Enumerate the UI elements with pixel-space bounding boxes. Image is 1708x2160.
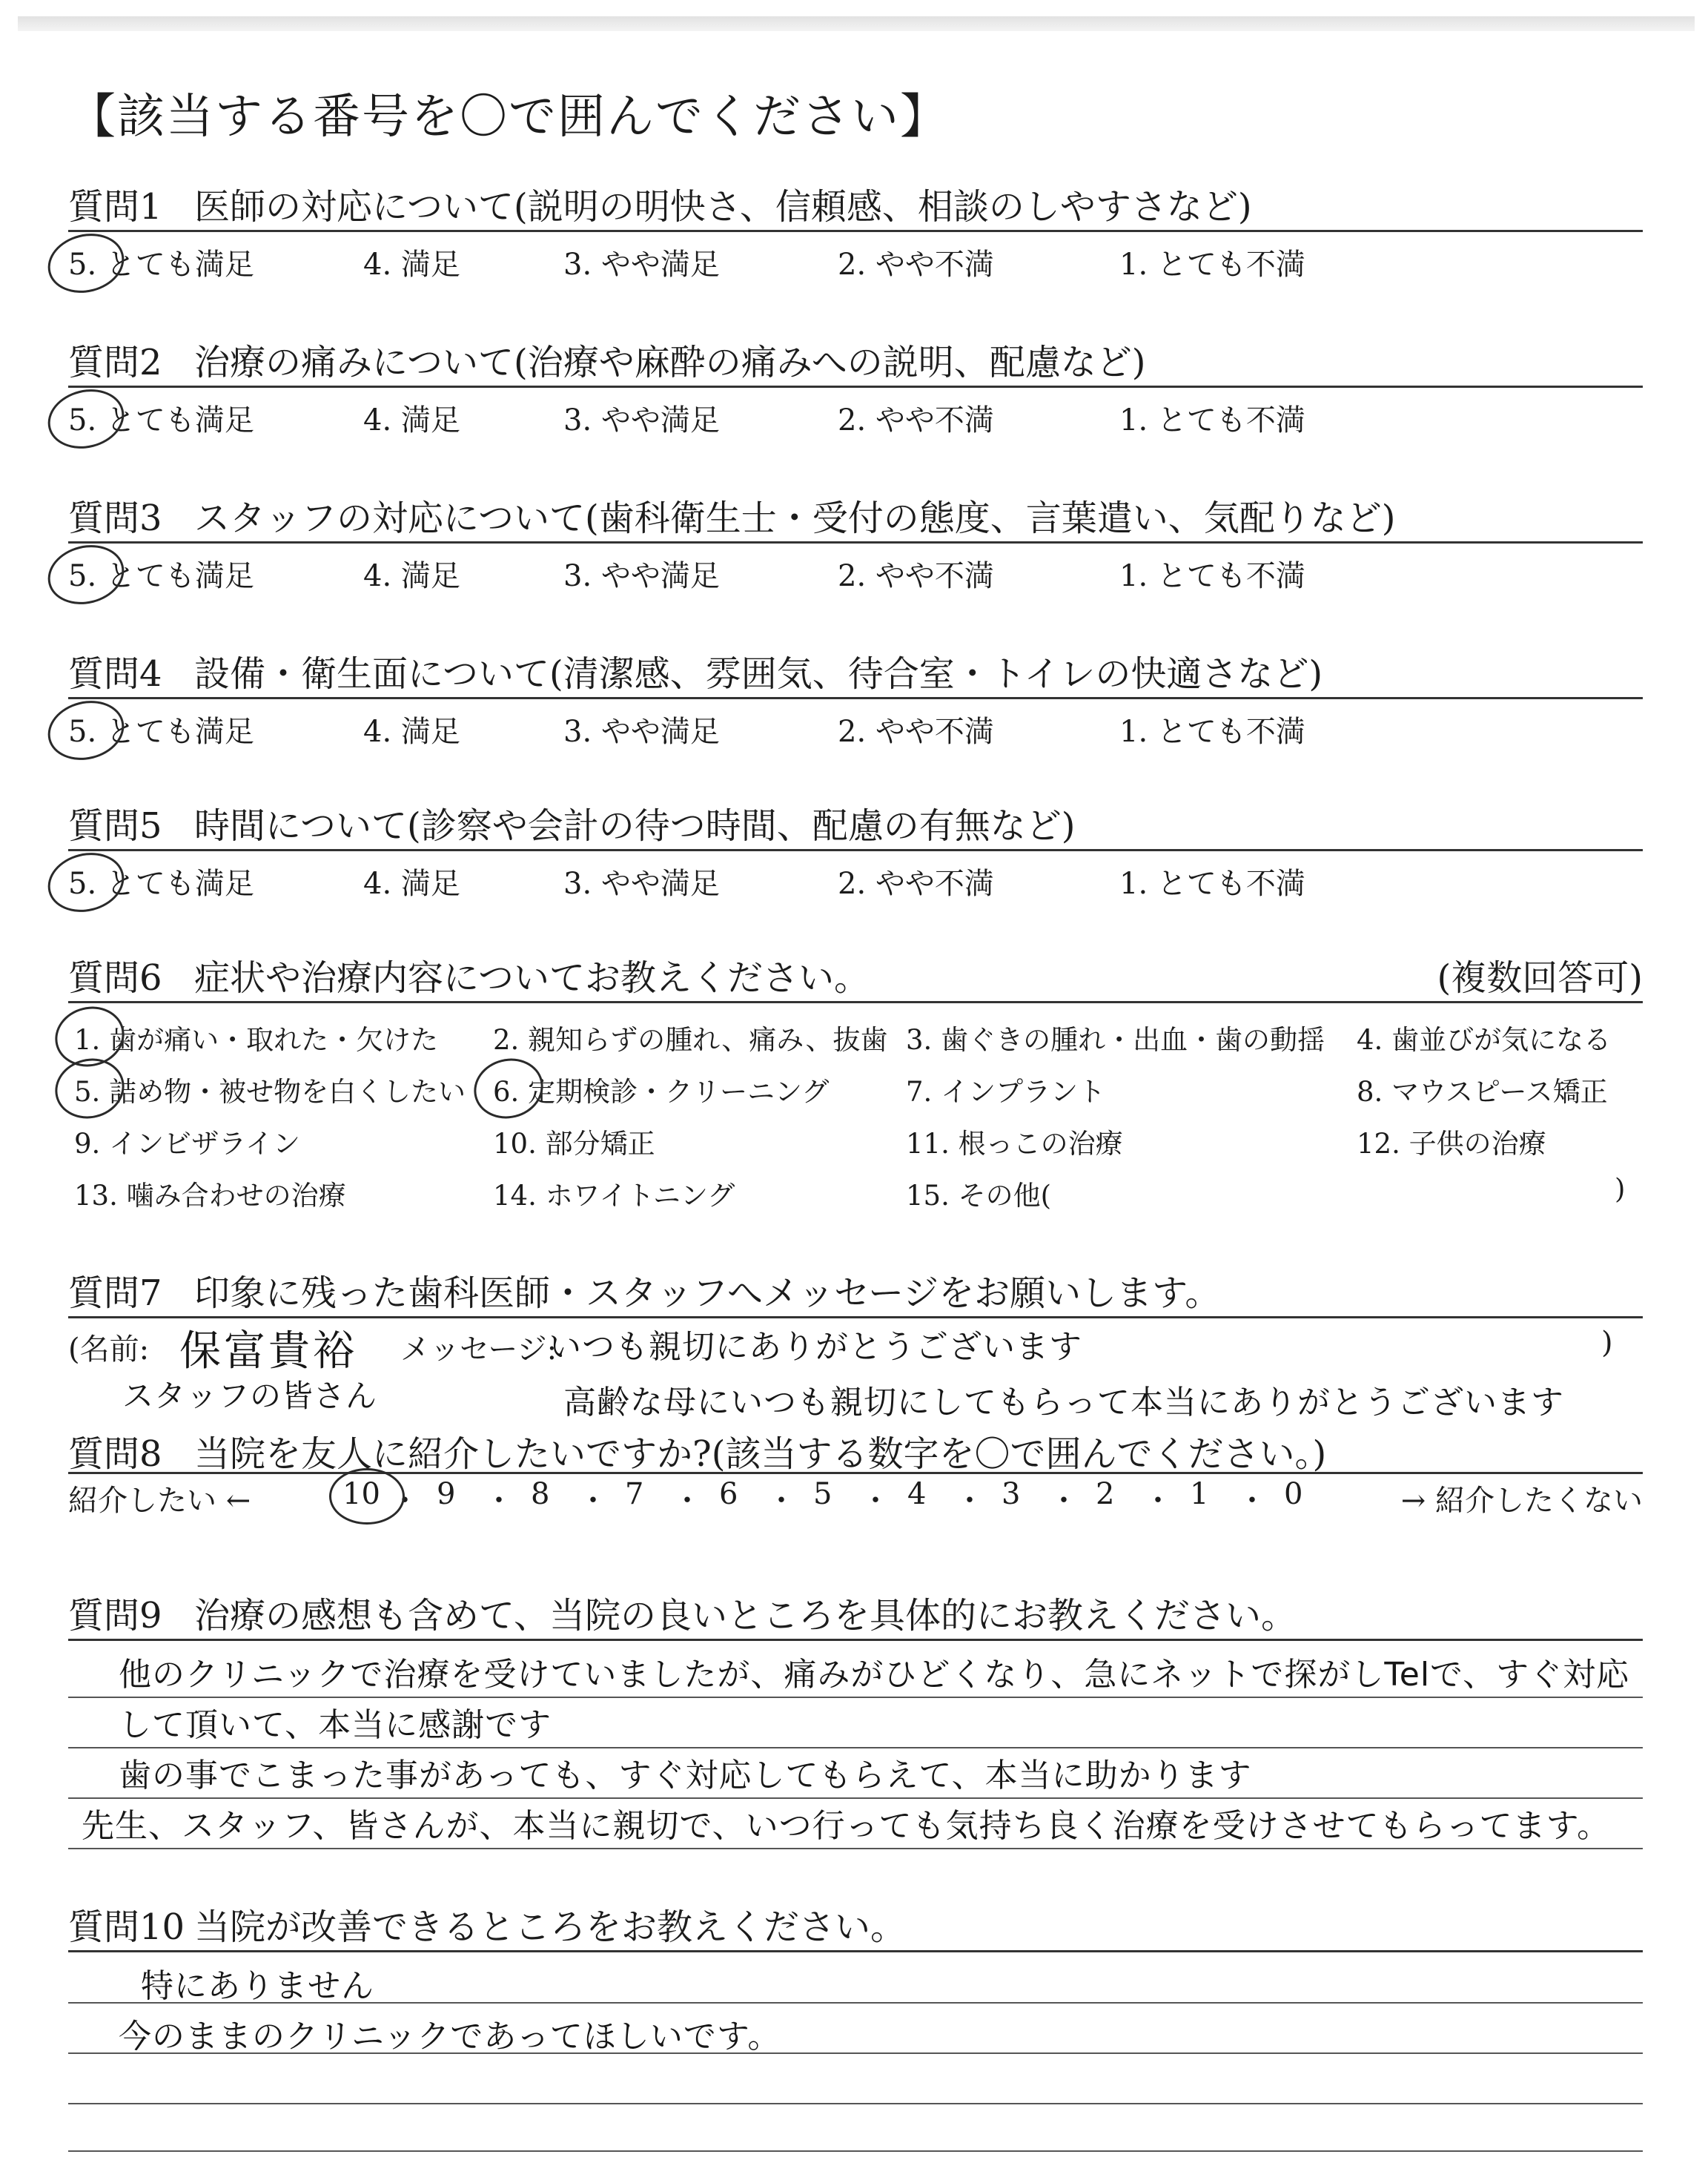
q9-rule <box>68 1639 1643 1641</box>
q2-option-1: 1. とても不満 <box>1119 403 1305 437</box>
q5-option-5: 5. とても満足 <box>68 867 254 901</box>
q3-option-5: 5. とても満足 <box>68 559 254 593</box>
q6-option-11: 11. 根っこの治療 <box>906 1128 1123 1160</box>
q6-rule <box>68 1001 1643 1003</box>
q9-heading <box>68 1587 1297 1638</box>
q8-scale-2: 2 <box>1096 1477 1115 1511</box>
q6-option-3: 3. 歯ぐきの腫れ・出血・歯の動揺 <box>906 1024 1325 1056</box>
q3-option-1: 1. とても不満 <box>1119 559 1305 593</box>
q4-option-1: 1. とても不満 <box>1119 715 1305 749</box>
q8-scale-3: 3 <box>1002 1477 1021 1511</box>
q7-recipient-handwritten: スタッフの皆さん <box>122 1378 378 1414</box>
q10-writing-line <box>68 2052 1643 2054</box>
q8-rule <box>68 1472 1643 1474</box>
q8-scale-separator: ・ <box>390 1484 420 1518</box>
q9-answer-line-1: 他のクリニックで治療を受けていましたが、痛みがひどくなり、急にネットで探がしTelで、すぐ対応 <box>119 1656 1630 1694</box>
q10-answer-line-1: 特にありません <box>141 1967 374 2005</box>
q8-text: 当院を友人に紹介したいですか?(該当する数字を〇で囲んでください。) <box>194 1433 1327 1475</box>
q8-scale-0: 0 <box>1284 1477 1303 1511</box>
q4-rule <box>68 697 1643 699</box>
q8-number: 質問8 <box>68 1433 162 1475</box>
q7-name-handwritten: 保富貴裕 <box>179 1327 357 1375</box>
q6-option-4: 4. 歯並びが気になる <box>1357 1024 1612 1056</box>
q1-option-5: 5. とても満足 <box>68 248 254 282</box>
q1-option-4: 4. 満足 <box>363 248 460 282</box>
q9-answer-line-4: 先生、スタッフ、皆さんが、本当に親切で、いつ行っても気持ち良く治療を受けさせてもらってます。 <box>82 1807 1611 1845</box>
q2-option-2: 2. やや不満 <box>838 403 994 437</box>
q6-text: 症状や治療内容についてお教えください。 <box>194 957 870 999</box>
q6-option-12: 12. 子供の治療 <box>1357 1128 1546 1160</box>
q1-heading <box>68 178 1252 229</box>
q2-rule <box>68 386 1643 388</box>
q9-writing-line <box>68 1848 1643 1849</box>
q9-number: 質問9 <box>68 1595 162 1636</box>
q5-option-4: 4. 満足 <box>363 867 460 901</box>
q6-option-9: 9. インビザライン <box>74 1128 300 1160</box>
q8-scale-7: 7 <box>625 1477 644 1511</box>
q7-close-paren: ) <box>1601 1326 1613 1360</box>
q2-text: 治療の痛みについて(治療や麻酔の痛みへの説明、配慮など) <box>194 342 1146 383</box>
q1-text: 医師の対応について(説明の明快さ、信頼感、相談のしやすさなど) <box>194 186 1252 228</box>
q6-option-5: 5. 詰め物・被せ物を白くしたい <box>74 1076 466 1108</box>
q8-right-label: → 紹介したくない <box>1400 1484 1643 1518</box>
q8-scale-5: 5 <box>813 1477 833 1511</box>
q10-heading <box>68 1898 906 1949</box>
q7-number: 質問7 <box>68 1272 162 1314</box>
q1-rule <box>68 230 1643 232</box>
q5-rule <box>68 849 1643 851</box>
q10-text: 当院が改善できるところをお教えください。 <box>194 1906 907 1948</box>
q4-option-4: 4. 満足 <box>363 715 460 749</box>
q5-heading <box>68 797 1076 848</box>
q8-scale-9: 9 <box>437 1477 456 1511</box>
q3-option-3: 3. やや満足 <box>563 559 720 593</box>
q8-scale-separator: ・ <box>1049 1484 1079 1518</box>
q5-option-2: 2. やや不満 <box>838 867 994 901</box>
q7-heading <box>68 1264 1220 1315</box>
q10-answer-line-2: 今のままのクリニックであってほしいです。 <box>119 2018 781 2055</box>
q10-writing-line <box>68 2103 1643 2104</box>
q4-heading <box>68 645 1323 696</box>
q1-option-3: 3. やや満足 <box>563 248 720 282</box>
q10-writing-line <box>68 2002 1643 2004</box>
q8-heading <box>68 1425 1326 1476</box>
q8-scale-separator: ・ <box>672 1484 702 1518</box>
q4-number: 質問4 <box>68 653 162 695</box>
q7-message-line-2: 高齢な母にいつも親切にしてもらって本当にありがとうございます <box>563 1384 1564 1421</box>
q6-option-6: 6. 定期検診・クリーニング <box>493 1076 830 1108</box>
q3-option-4: 4. 満足 <box>363 559 460 593</box>
q7-message-line-1: いつも親切にありがとうございます <box>549 1328 1082 1366</box>
q4-option-5: 5. とても満足 <box>68 715 254 749</box>
q4-option-2: 2. やや不満 <box>838 715 994 749</box>
q2-option-3: 3. やや満足 <box>563 403 720 437</box>
q6-other-close-paren: ) <box>1615 1173 1626 1205</box>
q10-rule <box>68 1950 1643 1952</box>
q3-text: スタッフの対応について(歯科衛生士・受付の態度、言葉遣い、気配りなど) <box>194 498 1396 539</box>
q3-number: 質問3 <box>68 498 162 539</box>
q5-number: 質問5 <box>68 805 162 847</box>
q5-option-1: 1. とても不満 <box>1119 867 1305 901</box>
q8-left-label: 紹介したい ← <box>68 1484 251 1518</box>
q4-option-3: 3. やや満足 <box>563 715 720 749</box>
page-title: 【該当する番号を〇で囲んでください】 <box>68 90 949 145</box>
q9-answer-line-2: して頂いて、本当に感謝です <box>119 1706 552 1744</box>
q6-option-14: 14. ホワイトニング <box>493 1180 735 1212</box>
q8-scale-separator: ・ <box>484 1484 514 1518</box>
q2-option-4: 4. 満足 <box>363 403 460 437</box>
q5-option-3: 3. やや満足 <box>563 867 720 901</box>
q8-scale-1: 1 <box>1190 1477 1209 1511</box>
q2-number: 質問2 <box>68 342 162 383</box>
q6-option-13: 13. 噛み合わせの治療 <box>74 1180 346 1212</box>
q3-option-2: 2. やや不満 <box>838 559 994 593</box>
q8-scale-6: 6 <box>719 1477 738 1511</box>
q8-recommend-scale <box>68 1477 1643 1522</box>
q5-text: 時間について(診察や会計の待つ時間、配慮の有無など) <box>194 805 1076 847</box>
q2-option-5: 5. とても満足 <box>68 403 254 437</box>
q6-option-10: 10. 部分矯正 <box>493 1128 655 1160</box>
q4-text: 設備・衛生面について(清潔感、雰囲気、待合室・トイレの快適さなど) <box>194 653 1323 695</box>
q7-name-label: (名前: <box>68 1332 150 1367</box>
q8-scale-separator: ・ <box>1143 1484 1173 1518</box>
q6-number: 質問6 <box>68 957 162 999</box>
q6-multiple-answers-note: (複数回答可) <box>1437 957 1643 999</box>
q8-scale-8: 8 <box>531 1477 550 1511</box>
q6-option-1: 1. 歯が痛い・取れた・欠けた <box>74 1024 439 1056</box>
q8-scale-separator: ・ <box>578 1484 608 1518</box>
q6-heading <box>68 949 870 1000</box>
q8-scale-separator: ・ <box>955 1484 984 1518</box>
q8-scale-separator: ・ <box>1237 1484 1267 1518</box>
q2-heading <box>68 334 1146 385</box>
q8-scale-separator: ・ <box>861 1484 890 1518</box>
q3-rule <box>68 541 1643 544</box>
q9-text: 治療の感想も含めて、当院の良いところを具体的にお教えください。 <box>194 1595 1297 1636</box>
q1-number: 質問1 <box>68 186 162 228</box>
q3-heading <box>68 489 1396 541</box>
q10-number: 質問10 <box>68 1906 185 1948</box>
q8-scale-4: 4 <box>907 1477 927 1511</box>
q1-option-2: 2. やや不満 <box>838 248 994 282</box>
q8-scale-separator: ・ <box>767 1484 796 1518</box>
q6-option-7: 7. インプラント <box>906 1076 1106 1108</box>
q6-option-2: 2. 親知らずの腫れ、痛み、抜歯 <box>493 1024 888 1056</box>
q9-answer-line-3: 歯の事でこまった事があっても、すぐ対応してもらえて、本当に助かります <box>119 1757 1252 1794</box>
q10-writing-line <box>68 2150 1643 2152</box>
q7-text: 印象に残った歯科医師・スタッフへメッセージをお願いします。 <box>194 1272 1221 1314</box>
q7-message-label: メッセージ: <box>400 1332 557 1367</box>
scan-top-edge <box>18 16 1695 31</box>
q1-option-1: 1. とても不満 <box>1119 248 1305 282</box>
q8-scale-10: 10 <box>342 1477 380 1511</box>
q6-option-8: 8. マウスピース矯正 <box>1357 1076 1608 1108</box>
q6-option-15: 15. その他( <box>906 1180 1052 1212</box>
